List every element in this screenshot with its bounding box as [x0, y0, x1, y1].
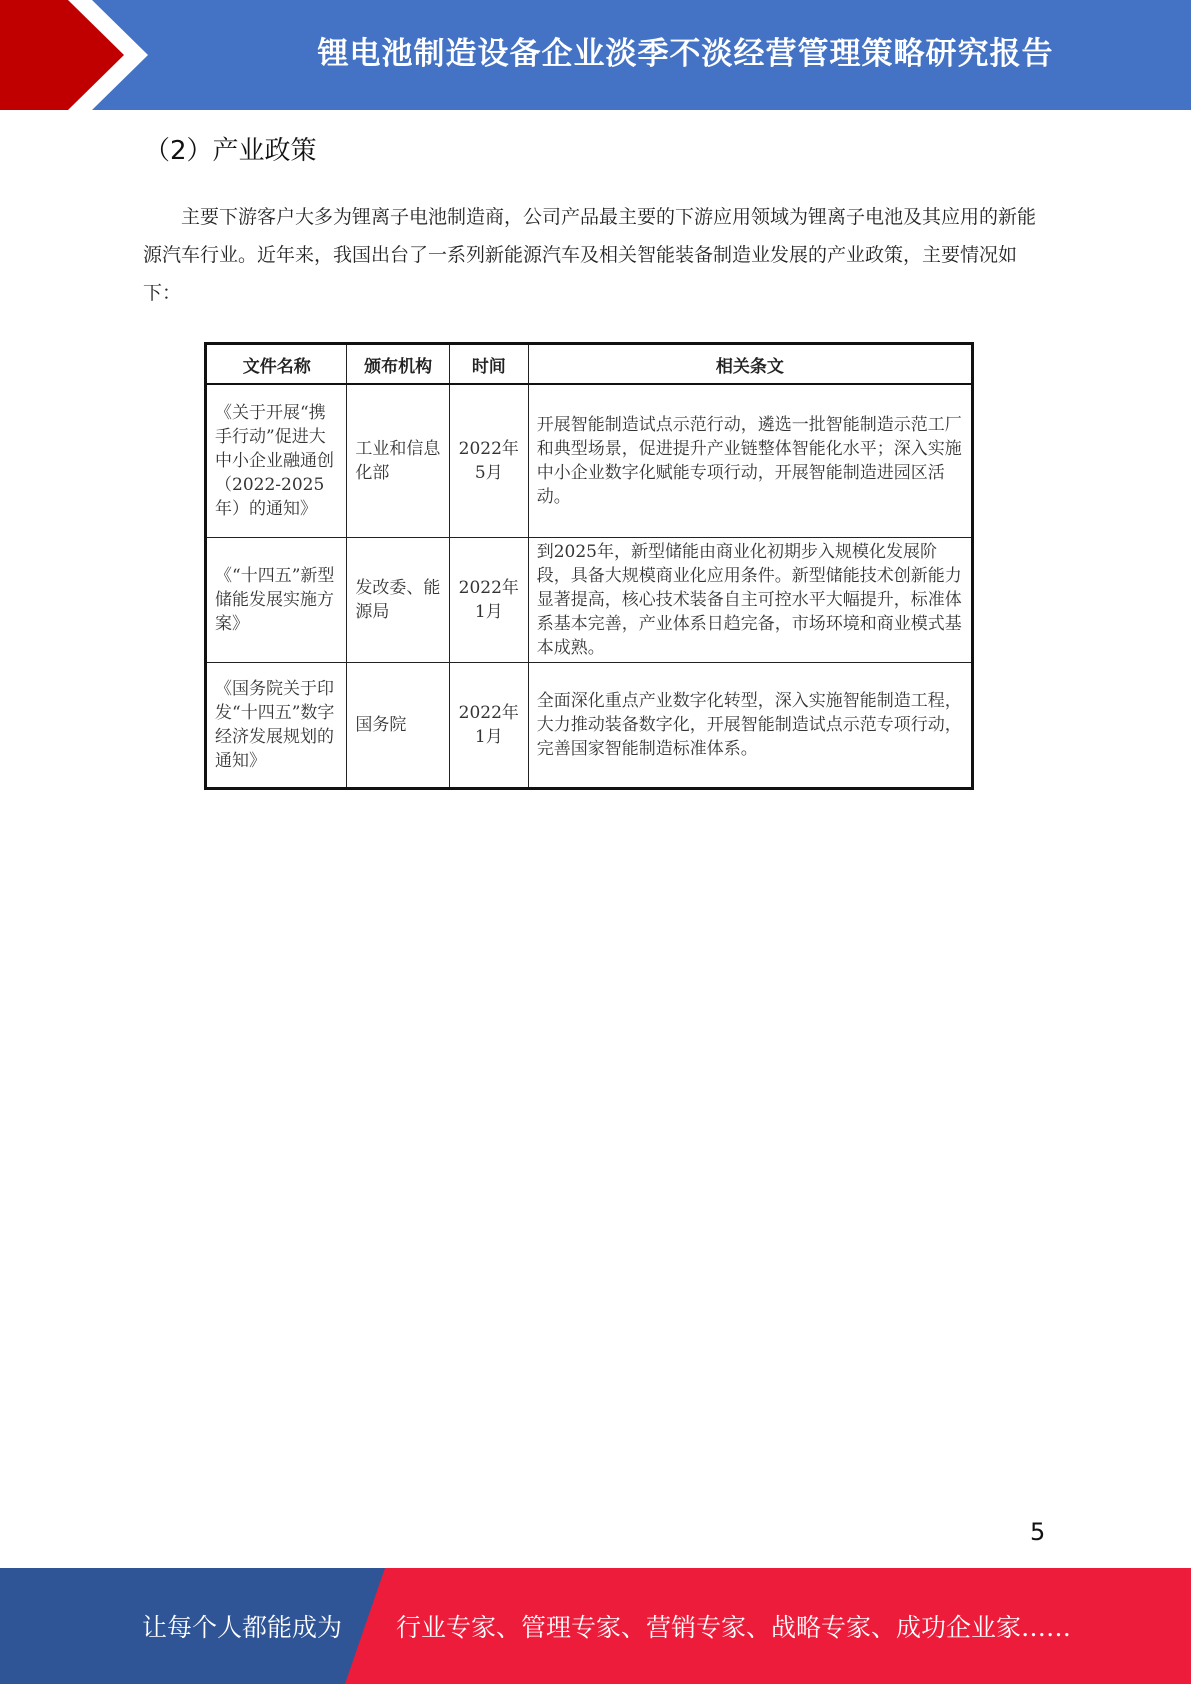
- footer-banner: [0, 1568, 1191, 1684]
- cell-clauses: 到2025年，新型储能由商业化初期步入规模化发展阶段，具备大规模商业化应用条件。新型储能技术创新能力显著提高，核心技术装备自主可控水平大幅提升，标准体系基本完善，产业体系日趋完备，市场环境和商业模式基本成熟。: [528, 538, 972, 663]
- cell-clauses: 开展智能制造试点示范行动，遴选一批智能制造示范工厂和典型场景，促进提升产业链整体智能化水平；深入实施中小企业数字化赋能专项行动，开展智能制造进园区活动。: [528, 384, 972, 538]
- intro-paragraph: 主要下游客户大多为锂离子电池制造商，公司产品最主要的下游应用领域为锂离子电池及其应用的新能源汽车行业。近年来，我国出台了一系列新能源汽车及相关智能装备制造业发展的产业政策，主要情况如下：: [143, 206, 1037, 304]
- header-doc-name: 文件名称: [206, 344, 347, 385]
- footer-slogan-left: 让每个人都能成为: [142, 1613, 343, 1642]
- cell-issuer: 工业和信息化部: [347, 384, 449, 538]
- report-title: 锂电池制造设备企业淡季不淡经营管理策略研究报告: [317, 35, 1054, 72]
- cell-doc-name: 《“十四五”新型储能发展实施方案》: [206, 538, 347, 663]
- table-row: [206, 538, 973, 663]
- footer-slogan-right: 行业专家、管理专家、营销专家、战略专家、成功企业家……: [396, 1613, 1072, 1642]
- header-time: 时间: [449, 344, 528, 385]
- policy-table: [204, 342, 974, 790]
- cell-doc-name: 《关于开展“携手行动”促进大中小企业融通创（2022-2025年）的通知》: [206, 384, 347, 538]
- header-issuer: 颁布机构: [347, 344, 449, 385]
- table-row: [206, 663, 973, 789]
- cell-time: 2022年1月: [449, 538, 528, 663]
- cell-issuer: 发改委、能源局: [347, 538, 449, 663]
- header-banner: [0, 0, 1191, 110]
- section-title: （2）产业政策: [144, 136, 317, 166]
- cell-time: 2022年5月: [449, 384, 528, 538]
- cell-issuer: 国务院: [347, 663, 449, 789]
- cell-doc-name: 《国务院关于印发“十四五”数字经济发展规划的通知》: [206, 663, 347, 789]
- header-clauses: 相关条文: [528, 344, 972, 385]
- table-row: [206, 384, 973, 538]
- table-header-row: [206, 344, 973, 385]
- cell-time: 2022年1月: [449, 663, 528, 789]
- page-number: 5: [1030, 1518, 1046, 1546]
- cell-clauses: 全面深化重点产业数字化转型，深入实施智能制造工程，大力推动装备数字化，开展智能制造试点示范专项行动，完善国家智能制造标准体系。: [528, 663, 972, 789]
